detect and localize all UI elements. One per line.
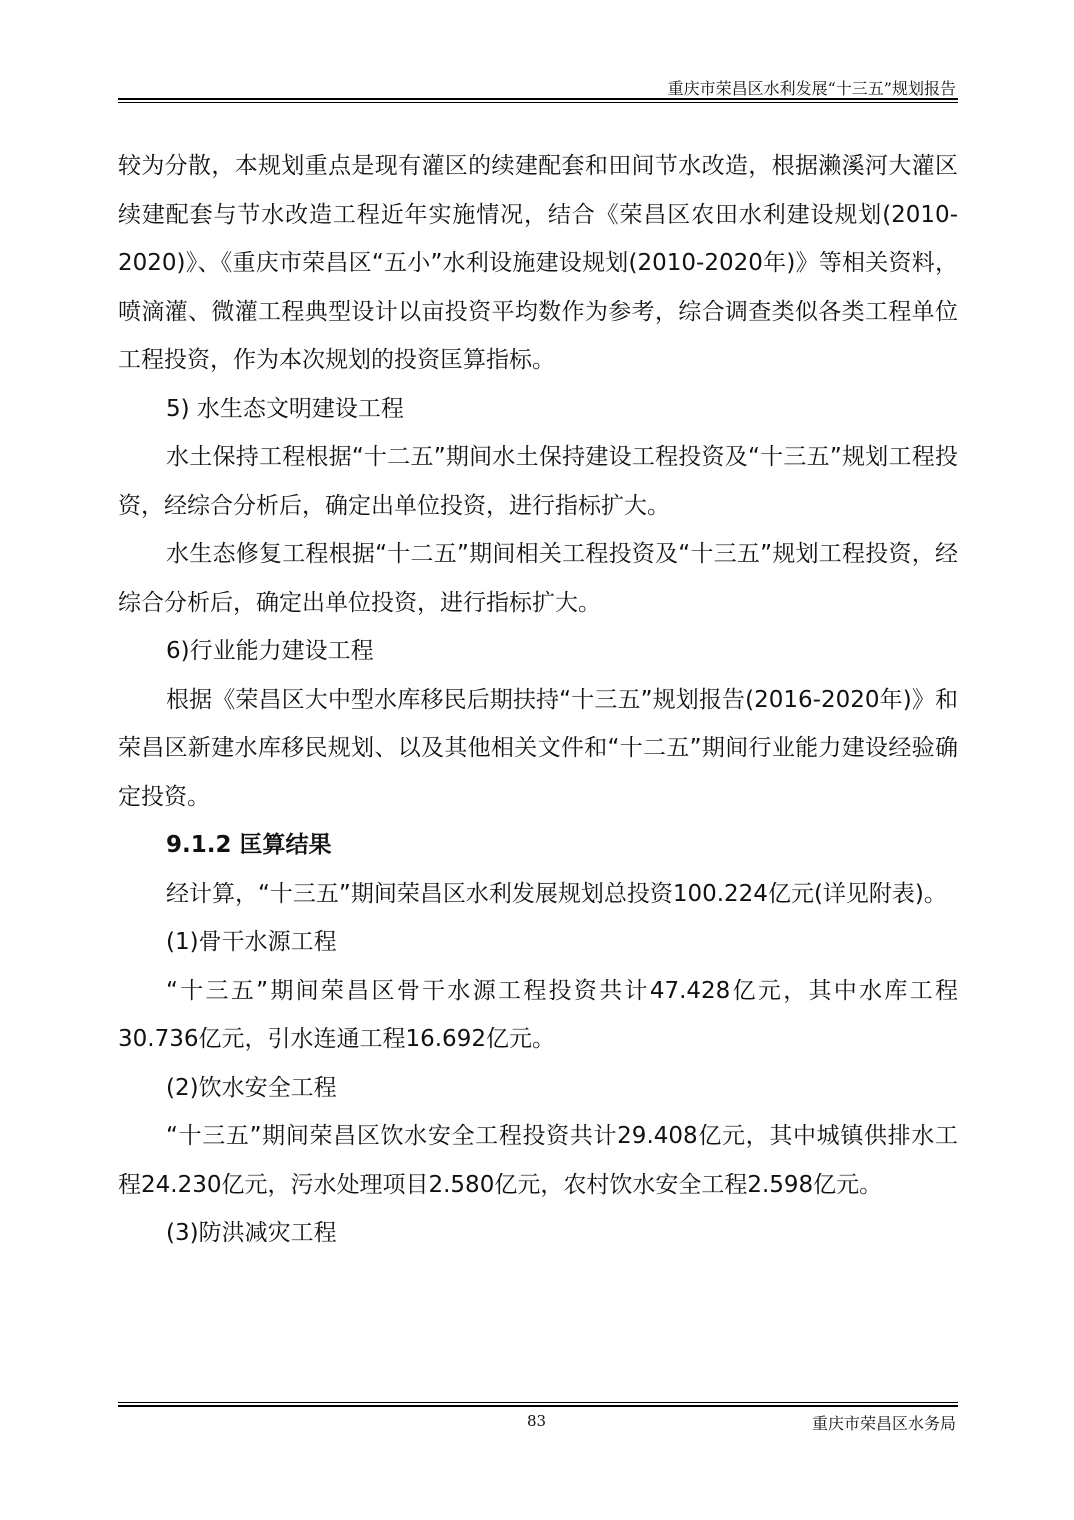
paragraph-continued: 较为分散，本规划重点是现有灌区的续建配套和田间节水改造，根据濑溪河大灌区续建配套与节水改造工程近年实施情况，结合《荣昌区农田水利建设规划(2010-2020)》、《重庆市荣昌区“五小”水利设施建设规划(2010-2020年)》等相关资料，喷滴灌、微灌工程典型设计以亩投资平均数作为参考，综合调查类似各类工程单位工程投资，作为本次规划的投资匡算指标。 <box>118 153 958 373</box>
item-heading-5: 5) 水生态文明建设工程 <box>166 395 404 422</box>
body-text <box>118 142 958 1258</box>
item-heading-1: (1)骨干水源工程 <box>166 929 337 955</box>
header-rule-thick <box>118 98 958 100</box>
page-number: 83 <box>527 1412 547 1430</box>
paragraph: “十三五”期间荣昌区骨干水源工程投资共计47.428亿元，其中水库工程30.736亿元，引水连通工程16.692亿元。 <box>118 977 958 1052</box>
paragraph: 水生态修复工程根据“十二五”期间相关工程投资及“十三五”规划工程投资，经综合分析后，确定出单位投资，进行指标扩大。 <box>118 541 958 616</box>
item-heading-2: (2)饮水安全工程 <box>166 1074 337 1101</box>
running-header: 重庆市荣昌区水利发展“十三五”规划报告 <box>667 79 956 98</box>
paragraph: 经计算，“十三五”期间荣昌区水利发展规划总投资100.224亿元(详见附表)。 <box>166 880 947 907</box>
paragraph: “十三五”期间荣昌区饮水安全工程投资共计29.408亿元，其中城镇供排水工程24.230亿元，污水处理项目2.580亿元，农村饮水安全工程2.598亿元。 <box>118 1123 958 1198</box>
item-heading-6: 6)行业能力建设工程 <box>166 638 374 664</box>
paragraph: 水土保持工程根据“十二五”期间水土保持建设工程投资及“十三五”规划工程投资，经综合分析后，确定出单位投资，进行指标扩大。 <box>118 444 958 519</box>
item-heading-3: (3)防洪减灾工程 <box>166 1220 337 1246</box>
footer-rule-thin <box>118 1402 958 1403</box>
footer-rule-thick <box>118 1405 958 1407</box>
footer-organization: 重庆市荣昌区水务局 <box>811 1414 956 1433</box>
header-rule-thin <box>118 102 958 103</box>
section-heading: 9.1.2 匡算结果 <box>166 832 332 858</box>
paragraph: 根据《荣昌区大中型水库移民后期扶持“十三五”规划报告(2016-2020年)》和荣昌区新建水库移民规划、以及其他相关文件和“十二五”期间行业能力建设经验确定投资。 <box>118 686 958 810</box>
